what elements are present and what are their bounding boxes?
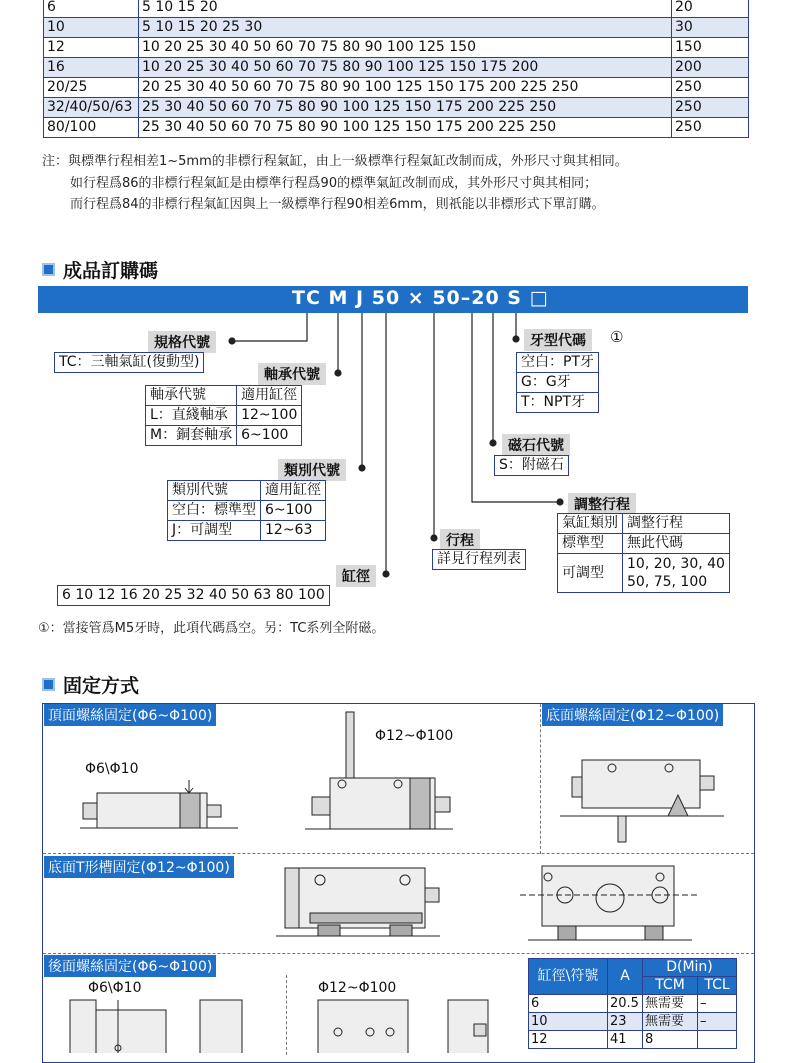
dim-large-rear: Φ12~Φ100 [318,980,397,996]
stroke-table-cell-bore: 10 [44,18,139,38]
adjust-row-v: 無此代碼 [623,534,730,554]
stroke-table-cell-max: 20 [672,0,749,18]
type-col1: 類別代號 [168,481,261,501]
dmin-header-a: A [608,959,643,995]
dmin-header-d: D(Min) [643,959,737,977]
model-code: TC M J 50 × 50–20 S □ [292,287,549,309]
dmin-cell: – [698,1013,737,1031]
thread-footnote-mark: ① [610,328,624,346]
adjust-label: 調整行程 [568,493,636,515]
dmin-cell: 無需要 [643,1013,698,1031]
bore-label: 缸徑 [336,565,376,587]
bearing-row-k: L：直綫軸承 [146,406,237,426]
magnet-label: 磁石代號 [502,434,570,456]
tslot-left-drawing [276,868,440,936]
stroke-table-cell-max: 30 [672,18,749,38]
stroke-table-cell-bore: 80/100 [44,118,139,138]
stroke-value: 詳見行程列表 [432,549,526,570]
type-col2: 適用缸徑 [261,481,326,501]
dmin-cell: 10 [529,1013,608,1031]
dmin-cell [698,1031,737,1049]
stroke-table-cell-max: 150 [672,38,749,58]
dmin-header-tcl: TCL [698,977,737,995]
dmin-header-bore: 缸徑\符號 [529,959,608,995]
stroke-table-cell-strokes: 25 30 40 50 60 70 75 80 90 100 125 150 175 200 225 250 [139,118,672,138]
dmin-cell: 20.5 [608,995,643,1013]
rear-mount-small-drawing [70,1000,242,1053]
adjust-row-k: 可調型 [558,554,623,593]
stroke-table-cell-strokes: 10 20 25 30 40 50 60 70 75 80 90 100 125 150 [139,38,672,58]
order-footnote: ①：當接管爲M5牙時，此項代碼爲空。另：TC系列全附磁。 [38,621,385,636]
mount-title-text: 固定方式 [63,675,140,697]
bottom-mount-label: 底面螺絲固定(Φ12~Φ100) [542,704,723,726]
stroke-label: 行程 [440,529,480,551]
stroke-table-cell-strokes: 25 30 40 50 60 70 75 80 90 100 125 150 175 200 225 250 [139,98,672,118]
tslot-mount-label: 底面T形槽固定(Φ12~Φ100) [44,856,234,878]
stroke-table-cell-bore: 16 [44,58,139,78]
stroke-table-cell-strokes: 5 10 15 20 [139,0,672,18]
rear-mount-large-drawing [318,1000,488,1053]
bearing-col2: 適用缸徑 [237,386,302,406]
bore-values: 6 10 12 16 20 25 32 40 50 63 80 100 [57,585,330,606]
bearing-row-v: 6~100 [237,426,302,446]
dmin-cell: 無需要 [643,995,698,1013]
adjust-col2: 調整行程 [623,514,730,534]
dim-small-top: Φ6\Φ10 [85,761,139,777]
dmin-cell: – [698,995,737,1013]
spec-code-value: TC：三軸氣缸(復動型) [54,352,204,373]
thread-row: 空白：PT牙 [517,353,599,373]
adjust-row-v-line2: 50, 75, 100 [627,574,708,590]
type-code-label: 類別代號 [278,459,346,481]
dim-large-top: Φ12~Φ100 [375,728,454,744]
bottom-mount-drawing [560,760,724,842]
stroke-table-cell-strokes: 5 10 15 20 25 30 [139,18,672,38]
bearing-row-v: 12~100 [237,406,302,426]
note-line-1: 注：與標準行程相差1~5mm的非標行程氣缸，由上一級標準行程氣缸改制而成，外形尺寸與其相同。 [42,154,628,169]
thread-row: G：G牙 [517,373,599,393]
bearing-row-k: M：銅套軸承 [146,426,237,446]
dmin-cell: 6 [529,995,608,1013]
top-mount-large-drawing [305,712,453,829]
spec-code-label: 規格代號 [148,331,216,353]
thread-label: 牙型代碼 [524,329,592,351]
type-row-k: 空白：標準型 [168,501,261,521]
stroke-table-cell-bore: 20/25 [44,78,139,98]
magnet-value: S：附磁石 [494,455,569,476]
tslot-right-drawing [520,866,700,940]
dmin-cell: 41 [608,1031,643,1049]
dmin-header-tcm: TCM [643,977,698,995]
stroke-table-cell-max: 250 [672,78,749,98]
thread-row: T：NPT牙 [517,393,599,413]
stroke-table-cell-max: 250 [672,98,749,118]
type-row-v: 12~63 [261,521,326,541]
top-mount-label: 頂面螺絲固定(Φ6~Φ100) [44,704,216,726]
note-line-2: 如行程爲86的非標行程氣缸是由標準行程爲90的標準氣缸改制而成，其外形尺寸與其相同； [70,176,598,191]
note-line-3: 而行程爲84的非標行程氣缸因與上一級標準行程90相差6mm，則祇能以非標形式下單訂購。 [70,197,605,212]
stroke-table-cell-strokes: 10 20 25 30 40 50 60 70 75 80 90 100 125 150 175 200 [139,58,672,78]
dmin-cell: 8 [643,1031,698,1049]
stroke-table-cell-bore: 6 [44,0,139,18]
bearing-code-label: 軸承代號 [258,363,326,385]
adjust-col1: 氣缸類別 [558,514,623,534]
top-mount-small-drawing [80,780,238,828]
dim-small-rear: Φ6\Φ10 [88,980,142,996]
type-row-k: J：可調型 [168,521,261,541]
type-row-v: 6~100 [261,501,326,521]
dmin-cell: 12 [529,1031,608,1049]
rear-mount-label: 後面螺絲固定(Φ6~Φ100) [44,955,216,977]
order-title-text: 成品訂購碼 [63,260,159,282]
bearing-col1: 軸承代號 [146,386,237,406]
adjust-row-v-line1: 10, 20, 30, 40 [627,556,725,572]
stroke-table-cell-strokes: 20 25 30 40 50 60 70 75 80 90 100 125 150 175 200 225 250 [139,78,672,98]
dmin-cell: 23 [608,1013,643,1031]
stroke-table-cell-bore: 32/40/50/63 [44,98,139,118]
stroke-table-cell-bore: 12 [44,38,139,58]
stroke-table-cell-max: 250 [672,118,749,138]
dmin-table [528,958,737,1049]
stroke-table-cell-max: 200 [672,58,749,78]
adjust-row-k: 標準型 [558,534,623,554]
